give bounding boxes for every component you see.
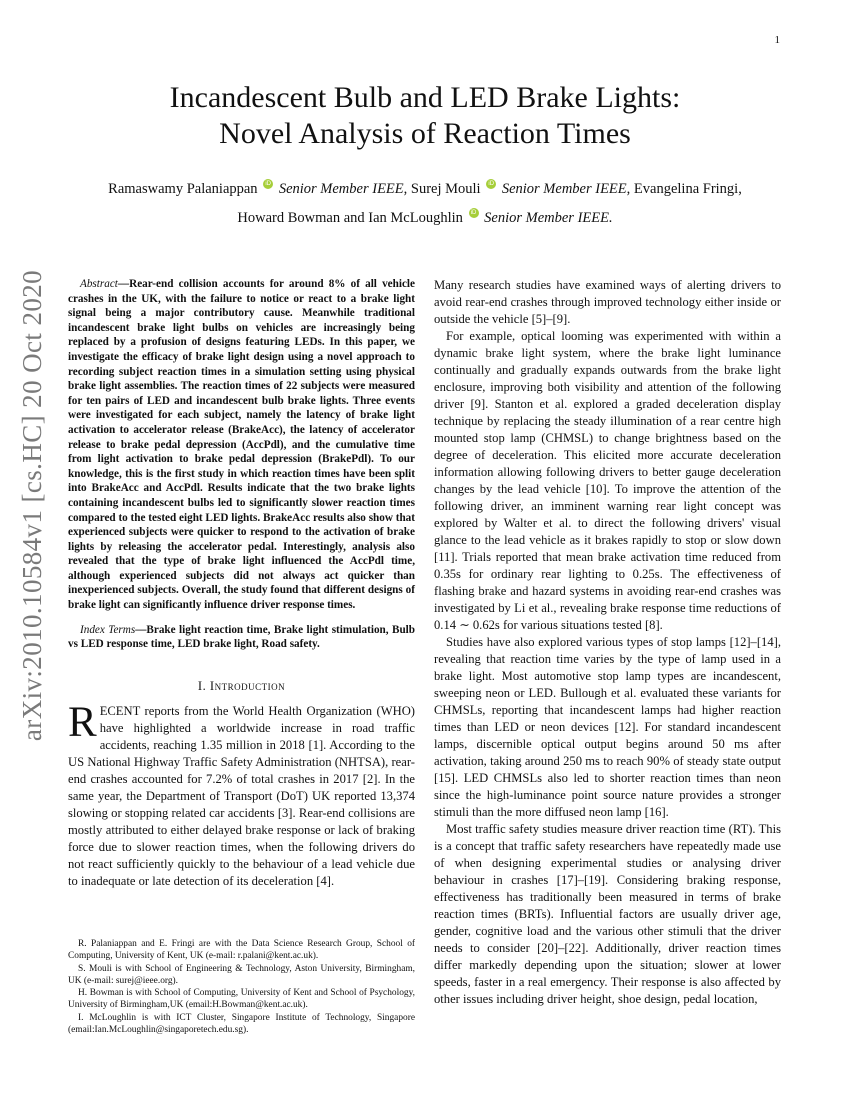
author-role: Senior Member IEEE bbox=[501, 181, 627, 197]
author-block bbox=[70, 175, 780, 233]
index-terms-label: Index Terms bbox=[80, 623, 136, 636]
abstract-text: —Rear-end collision accounts for around 8% of all vehicle crashes in the UK, with the failure to notice or react to a brake light signal being a major contributory cause. Meanwhile traditional incandescent brake light bulbs on vehicles are increasingly being replaced by a profusion of designs featuring LEDs. In this paper, we investigate the efficacy of brake light design using a novel approach to recording subject reaction times in a simulation setting using physical brake light assemblies. The reaction times of 22 subjects were measured for ten pairs of LED and incandescent bulb brake lights. Three events were investigated for each subject, namely the latency of brake light activation to accelerator release (BrakeAcc), the latency of accelerator release to brake pedal depression (AccPdl), and the cumulative time from light activation to brake pedal depression (BrakePdl). To our knowledge, this is the first study in which reaction times have been split into BrakeAcc and AccPdl. Results indicate that the two brake lights containing incandescent bulbs led to significantly slower reaction times compared to the tested eight LED lights. BrakeAcc results also show that experienced subjects were quicker to respond to the activation of brake lights by releasing the accelerator pedal. Interestingly, analysis also revealed that the type of brake light influenced the AccPdl time, although experienced subjects did not always act quicker than inexperienced subjects. Overall, the study found that different designs of brake light can significantly influence driver response times. bbox=[68, 278, 416, 612]
section-title: Introduction bbox=[209, 678, 286, 693]
author-name: Ramaswamy Palaniappan bbox=[108, 181, 258, 197]
paper-title bbox=[70, 80, 780, 152]
right-column bbox=[434, 277, 781, 1008]
author-name: , Surej Mouli bbox=[403, 181, 481, 197]
orcid-icon[interactable]: iD bbox=[469, 208, 479, 218]
author-role: Senior Member IEEE. bbox=[484, 210, 613, 226]
authors-line-1 bbox=[70, 175, 780, 204]
orcid-icon[interactable]: iD bbox=[486, 179, 496, 189]
body-paragraph: For example, optical looming was experimented with within a dynamic brake light system, where the brake light luminance continually and gradually expands outwards from the brake light enclosure, improving both visibility and attention of the following driver [9]. Stanton et al. explored a graded deceleration display technique by replacing the steady illumination of a rear centre high mounted stop lamp (CHMSL) to change brightness based on the degree of deceleration. This elicited more accurate deceleration information allowing following drivers to better gauge deceleration changes by the lead vehicle [10]. To improve the attention of the following driver, an imminent warning rear light concept was explored by Walter et al. to direct the following drivers' visual glance to the lead vehicle as it brakes rapidly to stop or slow down [11]. Trials reported that mean brake activation time reduced from 0.35s for ordinary rear lighting to 0.25s. The effectiveness of flashing brake and hazard systems in avoiding rear-end crashes was investigated by Li et al., revealing brake response time reductions of 0.14 ∼ 0.62s for various situations tested [8]. bbox=[434, 329, 781, 632]
index-terms bbox=[68, 623, 415, 652]
author-role: Senior Member IEEE bbox=[278, 181, 404, 197]
section-heading bbox=[68, 678, 415, 695]
footnotes bbox=[68, 938, 415, 1036]
body-paragraph: Many research studies have examined ways of alerting drivers to avoid rear-end crashes through improved technology either inside or outside the vehicle [5]–[9]. bbox=[434, 278, 781, 326]
arxiv-stamp-text: arXiv:2010.10584v1 [cs.HC] 20 Oct 2020 bbox=[17, 269, 48, 741]
abstract bbox=[68, 277, 415, 613]
page-number: 1 bbox=[774, 34, 780, 46]
footnote: R. Palaniappan and E. Fringi are with the Data Science Research Group, School of Computing, University of Kent, UK (e-mail: r.palani@kent.ac.uk). bbox=[68, 939, 415, 962]
footnote: S. Mouli is with School of Engineering & Technology, Aston University, Birmingham, UK (e-mail: surej@ieee.org). bbox=[68, 963, 415, 986]
title-line-2: Novel Analysis of Reaction Times bbox=[219, 117, 631, 150]
orcid-icon[interactable]: iD bbox=[263, 179, 273, 189]
body-paragraph: Studies have also explored various types of stop lamps [12]–[14], revealing that reaction time varies by the type of lamp used in a brake light. Most automotive stop lamp types are incandescent, sweeping neon or LED. Bullough et al. evaluated these variants for CHMSLs, reporting that incandescent lamps had higher reaction times than LED or neon devices [12]. For standard incandescent lamps, discernible optical output begins around 50 ms after activation, taking around 250 ms to reach 90% of steady state output [15]. LED CHMSLs also led to shorter reaction times than neon since the high-luminance point source nature provides a stronger stimuli than the more diffused neon lamp [16]. bbox=[434, 635, 781, 819]
abstract-label: Abstract bbox=[80, 278, 118, 290]
drop-cap: R bbox=[68, 698, 97, 746]
body-paragraph: Most traffic safety studies measure driver reaction time (RT). This is a concept that traffic safety researchers have repeatedly made use of when designing experimental studies or analysing driver behaviour in crashes [17]–[19]. Considering braking response, effectiveness has traditionally been measured in terms of brake reaction times (BRTs). Influential factors are usually driver age, gender, cognitive load and the various other stimuli that the driver needs to consider [20]–[22]. Additionally, driver reaction times differ markedly depending upon the situation; slower at lower speeds, faster in a real emergency. Their response is also affected by other issues including driver height, shoe design, pedal location, bbox=[434, 822, 781, 1006]
authors-line-2 bbox=[70, 204, 780, 233]
title-line-1: Incandescent Bulb and LED Brake Lights: bbox=[169, 81, 681, 114]
section-numeral: I. bbox=[197, 678, 210, 693]
author-name: Howard Bowman and Ian McLoughlin bbox=[237, 210, 463, 226]
footnote: I. McLoughlin is with ICT Cluster, Singapore Institute of Technology, Singapore (email:Ian.McLoughlin@singaporetech.edu.sg). bbox=[68, 1012, 415, 1036]
footnote: H. Bowman is with School of Computing, University of Kent and School of Psychology, University of Birmingham,UK (email:H.Bowman@kent.ac.uk). bbox=[68, 988, 415, 1011]
left-column bbox=[68, 277, 415, 890]
intro-text: ECENT reports from the World Health Organization (WHO) have highlighted a worldwide increase in road traffic accidents, reaching 1.35 million in 2018 [1]. According to the US National Highway Traffic Safety Administration (NHTSA), rear-end crashes accounted for 7.2% of total crashes in 2017 [2]. In the same year, the Department of Transport (DoT) UK reported 13,374 slowing or stopping related car accidents [3]. Rear-end collisions are mostly attributed to either delayed brake response or lack of braking force due to slower reaction times, when the following drivers do not react sufficiently quickly to the behaviour of a lead vehicle due to inadequate or late detection of its deceleration [4]. bbox=[68, 703, 415, 888]
index-terms-text: —Brake light reaction time, Brake light stimulation, Bulb vs LED response time, LED brake light, Road safety. bbox=[68, 623, 415, 651]
arxiv-stamp bbox=[10, 269, 56, 741]
author-name: , Evangelina Fringi, bbox=[626, 181, 742, 197]
intro-paragraph bbox=[68, 698, 415, 890]
